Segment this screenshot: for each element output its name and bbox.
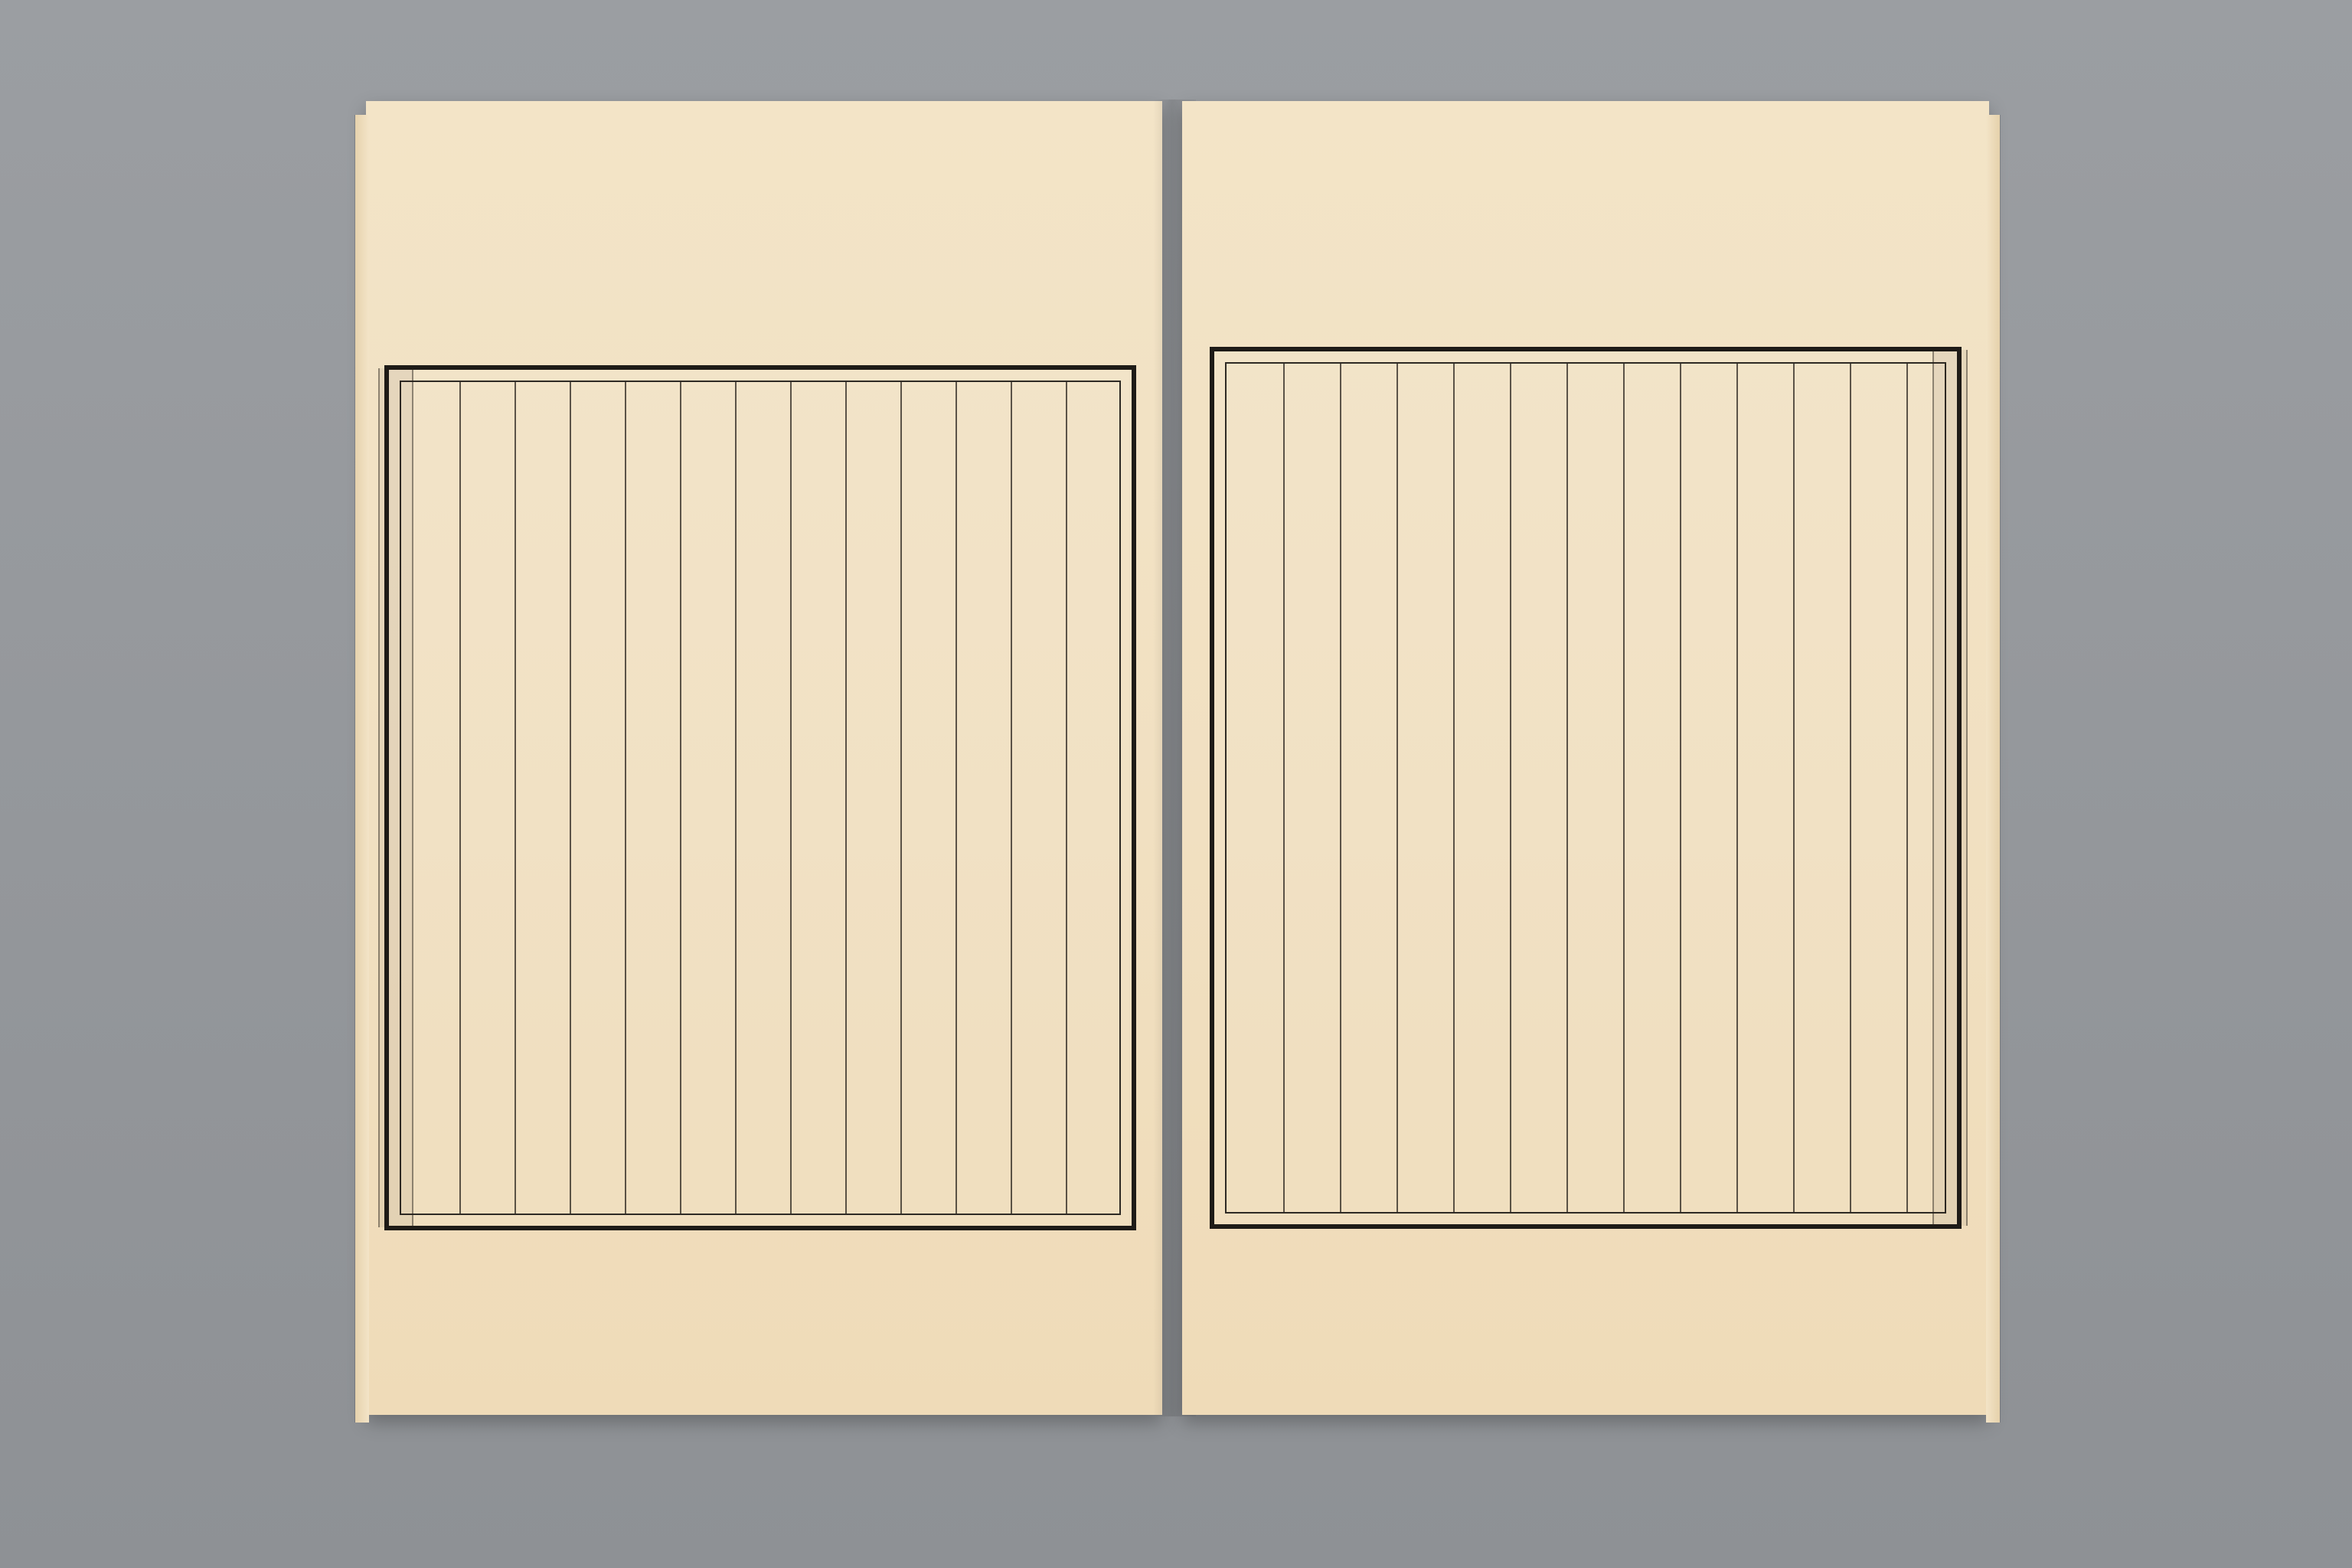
left-column-divider bbox=[514, 382, 516, 1214]
right-margin-band bbox=[1932, 350, 1968, 1226]
right-column-divider bbox=[1906, 364, 1908, 1212]
left-column-divider bbox=[790, 382, 792, 1214]
right-inner-frame bbox=[1225, 362, 1946, 1214]
right-page bbox=[1182, 101, 1989, 1415]
left-column-divider bbox=[1066, 382, 1067, 1214]
left-page-edge bbox=[355, 115, 369, 1423]
left-text-frame bbox=[384, 365, 1136, 1230]
right-column-divider bbox=[1623, 364, 1625, 1212]
left-inner-frame bbox=[400, 381, 1121, 1215]
left-column-divider bbox=[1011, 382, 1012, 1214]
left-column-divider bbox=[625, 382, 626, 1214]
left-column-divider bbox=[680, 382, 681, 1214]
right-column-divider bbox=[1793, 364, 1795, 1212]
left-column-divider bbox=[900, 382, 902, 1214]
open-book bbox=[366, 92, 1989, 1424]
right-column-divider bbox=[1736, 364, 1738, 1212]
right-column-divider bbox=[1453, 364, 1455, 1212]
right-column-divider bbox=[1680, 364, 1681, 1212]
left-page bbox=[366, 101, 1162, 1415]
right-text-frame bbox=[1210, 347, 1962, 1229]
left-column-divider bbox=[956, 382, 957, 1214]
right-page-edge bbox=[1986, 115, 2000, 1423]
right-column-divider bbox=[1850, 364, 1851, 1212]
left-column-divider bbox=[845, 382, 847, 1214]
left-column-divider bbox=[459, 382, 461, 1214]
right-column-divider bbox=[1283, 364, 1285, 1212]
right-column-divider bbox=[1510, 364, 1511, 1212]
left-margin-band bbox=[378, 368, 413, 1227]
right-column-divider bbox=[1566, 364, 1568, 1212]
right-column-divider bbox=[1340, 364, 1341, 1212]
left-column-divider bbox=[570, 382, 571, 1214]
right-column-divider bbox=[1396, 364, 1398, 1212]
left-column-divider bbox=[735, 382, 737, 1214]
